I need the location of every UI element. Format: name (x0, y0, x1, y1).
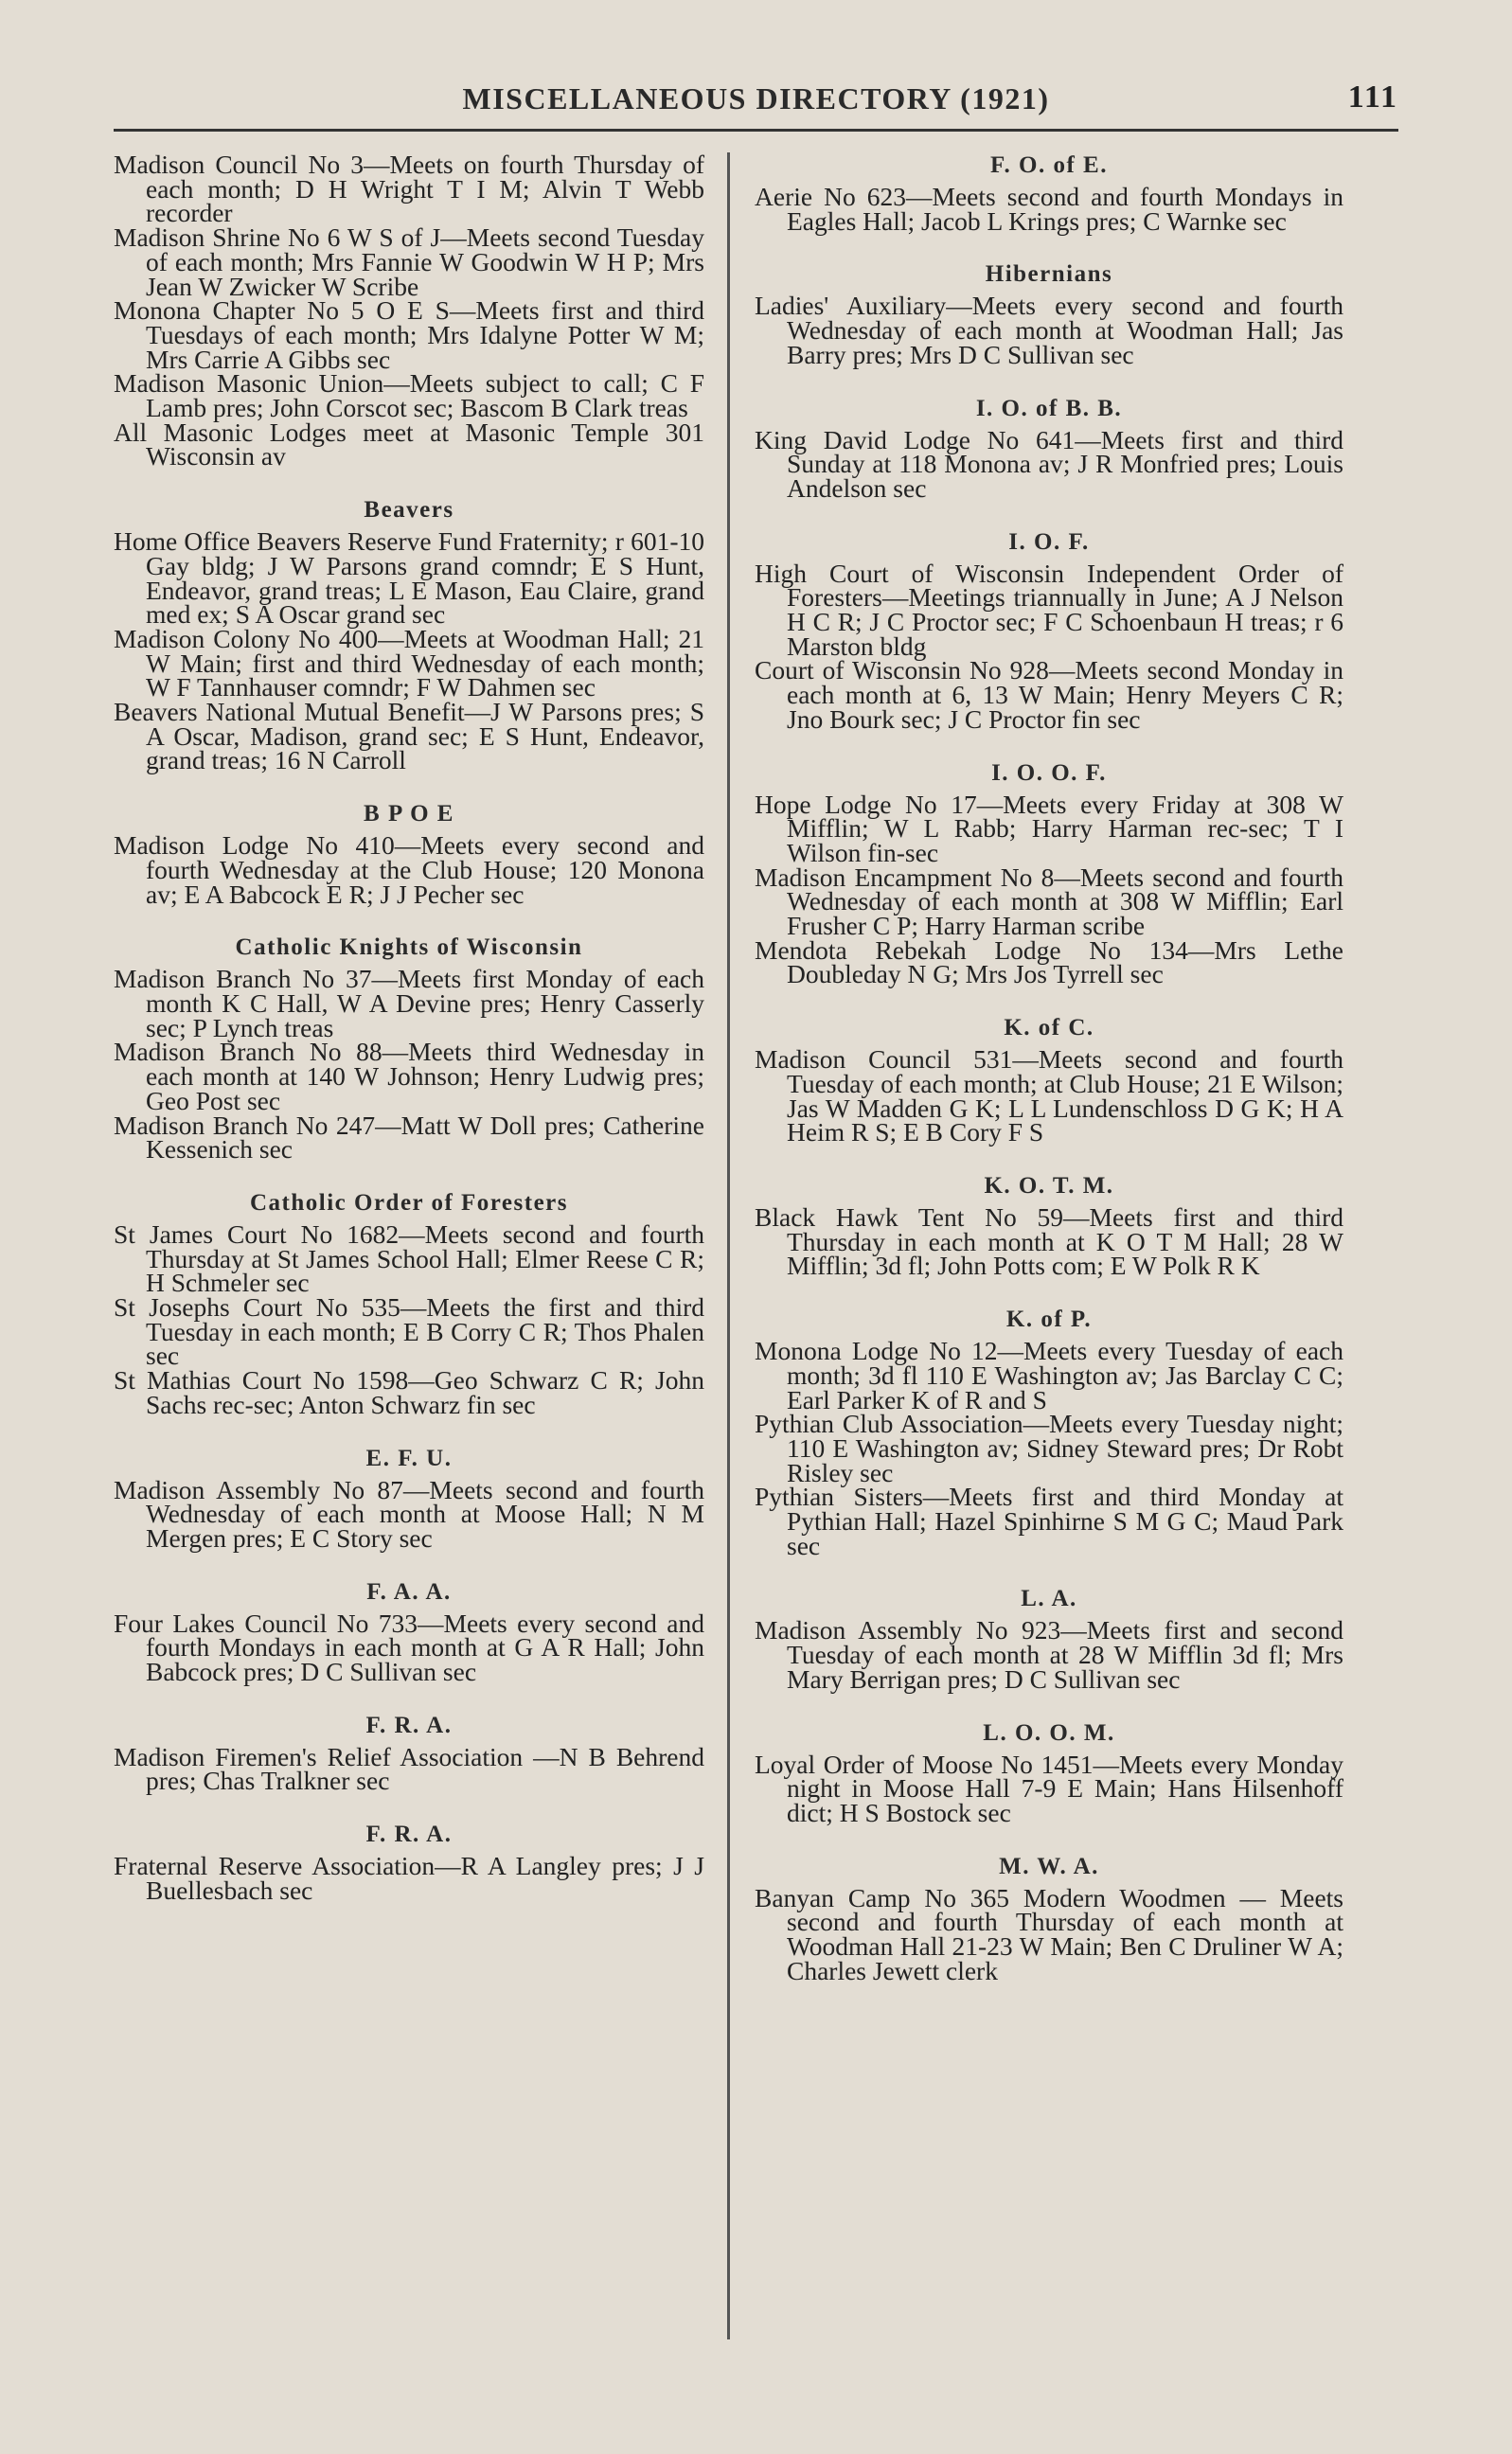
directory-section (755, 1307, 1343, 1560)
directory-entry: Aerie No 623—Meets second and fourth Mondays in Eagles Hall; Jacob L Krings pres; C Warnke sec (755, 182, 1343, 236)
directory-entry: Banyan Camp No 365 Modern Woodmen — Meets second and fourth Thursday of each month at Woodman Hall 21-23 W Main; Ben C Druliner W A; Charles Jewett clerk (755, 1882, 1343, 1985)
directory-section (114, 497, 704, 773)
directory-entry: Hope Lodge No 17—Meets every Friday at 308 W Mifflin; W L Rabb; Harry Harman rec-sec; T I Wilson fin-sec (755, 789, 1343, 867)
section-heading: I. O. O. F. (991, 759, 1107, 786)
directory-entry: Madison Firemen's Relief Association —N B Behrend pres; Chas Tralkner sec (114, 1741, 704, 1796)
right-column (730, 152, 1343, 2339)
section-heading: K. of P. (1005, 1307, 1093, 1333)
directory-entry: Black Hawk Tent No 59—Meets first and third Thursday in each month at K O T M Hall; 28 W Mifflin; 3d fl; John Potts com; E W Polk R K (755, 1201, 1343, 1281)
page-title: MISCELLANEOUS DIRECTORY (1921) (462, 81, 1050, 116)
directory-section (755, 1015, 1343, 1145)
directory-entry: Madison Shrine No 6 W S of J—Meets second Tuesday of each month; Mrs Fannie W Goodwin W H P; Mrs Jean W Zwicker W Scribe (114, 222, 704, 301)
directory-entry: Mendota Rebekah Lodge No 134—Mrs Lethe Doubleday N G; Mrs Jos Tyrrell sec (755, 934, 1343, 989)
directory-entry: King David Lodge No 641—Meets first and third Sunday at 118 Monona av; J R Monfried pres; Louis Andelson sec (755, 424, 1343, 503)
section-heading: Beavers (364, 497, 454, 524)
directory-entry: Loyal Order of Moose No 1451—Meets every Monday night in Moose Hall 7-9 E Main; Hans Hilsenhoff dict; H S Bostock sec (755, 1749, 1343, 1827)
directory-entry: Monona Lodge No 12—Meets every Tuesday of each month; 3d fl 110 E Washington av; Jas Barclay C C; Earl Parker K of R and S (755, 1336, 1343, 1414)
directory-entry: High Court of Wisconsin Independent Order of Foresters—Meetings triannually in June; A J Nelson H C R; J C Proctor sec; F C Schoenbaun H treas; r 6 Marston bldg (755, 558, 1343, 661)
directory-section (755, 760, 1343, 987)
directory-section (755, 1854, 1343, 1983)
section-heading: B P O E (364, 801, 454, 827)
page-number: 111 (1347, 80, 1398, 115)
directory-entry: Madison Branch No 37—Meets first Monday of each month K C Hall, W A Devine pres; Henry Casserly sec; P Lynch treas (114, 964, 704, 1042)
directory-entry: Home Office Beavers Reserve Fund Fraternity; r 601-10 Gay bldg; J W Parsons grand comndr; E S Hunt, Endeavor, grand treas; L E Mason, Eau Claire, grand med ex; S A Oscar grand sec (114, 526, 704, 630)
directory-entry: Madison Assembly No 923—Meets first and second Tuesday of each month at 28 W Mifflin 3d fl; Mrs Mary Berrigan pres; D C Sullivan sec (755, 1615, 1343, 1694)
directory-entry: All Masonic Lodges meet at Masonic Temple 301 Wisconsin av (114, 417, 704, 471)
directory-entry: St Josephs Court No 535—Meets the first and third Tuesday in each month; E B Corry C R; Thos Phalen sec (114, 1292, 704, 1371)
directory-entry: Ladies' Auxiliary—Meets every second and fourth Wednesday of each month at Woodman Hall; Jas Barry pres; Mrs D C Sullivan sec (755, 291, 1343, 369)
section-heading: L. O. O. M. (983, 1719, 1115, 1746)
section-heading: L. A. (1021, 1586, 1077, 1612)
section-heading: E. F. U. (365, 1445, 453, 1471)
directory-entry: Fraternal Reserve Association—R A Langley pres; J J Buellesbach sec (114, 1851, 704, 1905)
directory-section (755, 396, 1343, 501)
directory-section (114, 1190, 704, 1417)
directory-entry: Madison Council No 3—Meets on fourth Thursday of each month; D H Wright T I M; Alvin T Webb recorder (114, 150, 704, 228)
section-heading: M. W. A. (999, 1853, 1099, 1879)
directory-entry: St Mathias Court No 1598—Geo Schwarz C R; John Sachs rec-sec; Anton Schwarz fin sec (114, 1365, 704, 1419)
directory-entry: Four Lakes Council No 733—Meets every second and fourth Mondays in each month at G A R Hall; John Babcock pres; D C Sullivan sec (114, 1608, 704, 1687)
section-heading: Catholic Order of Foresters (249, 1189, 569, 1216)
section-heading: I. O. of B. B. (975, 395, 1123, 421)
section-heading: Hibernians (985, 261, 1113, 288)
section-heading: K. of C. (1004, 1015, 1094, 1041)
page-header (114, 76, 1398, 132)
directory-section (114, 152, 704, 469)
left-column (114, 152, 727, 2339)
directory-entry: Madison Encampment No 8—Meets second and fourth Wednesday of each month at 308 W Mifflin; Earl Frusher C P; Harry Harman scribe (755, 862, 1343, 941)
directory-section (755, 261, 1343, 369)
directory-entry: Madison Assembly No 87—Meets second and fourth Wednesday of each month at Moose Hall; N M Mergen pres; E C Story sec (114, 1474, 704, 1553)
directory-entry: Madison Colony No 400—Meets at Woodman Hall; 21 W Main; first and third Wednesday of each month; W F Tannhauser comndr; F W Dahmen sec (114, 623, 704, 702)
directory-section (755, 1172, 1343, 1281)
section-heading: F. O. of E. (990, 152, 1108, 178)
directory-section (114, 801, 704, 909)
section-heading: I. O. F. (1008, 528, 1090, 555)
section-heading: F. R. A. (365, 1822, 453, 1848)
section-heading: F. A. A. (366, 1578, 452, 1605)
directory-section (755, 1720, 1343, 1825)
directory-columns (114, 152, 1398, 2339)
directory-entry: Pythian Club Association—Meets every Tuesday night; 110 E Washington av; Sidney Steward pres; Dr Robt Risley sec (755, 1409, 1343, 1487)
section-heading: K. O. T. M. (984, 1172, 1114, 1199)
directory-entry: Court of Wisconsin No 928—Meets second Monday in each month at 6, 13 W Main; Henry Meyers C R; Jno Bourk sec; J C Proctor fin sec (755, 655, 1343, 734)
directory-section (114, 1446, 704, 1551)
directory-section (755, 152, 1343, 236)
directory-section (114, 1578, 704, 1687)
directory-section (114, 1712, 704, 1796)
directory-entry: Madison Masonic Union—Meets subject to call; C F Lamb pres; John Corscot sec; Bascom B Clark treas (114, 368, 704, 423)
section-heading: F. R. A. (365, 1712, 453, 1738)
directory-entry: Madison Branch No 247—Matt W Doll pres; Catherine Kessenich sec (114, 1110, 704, 1165)
directory-section (114, 1822, 704, 1905)
directory-entry: Monona Chapter No 5 O E S—Meets first and third Tuesdays of each month; Mrs Idalyne Potter W M; Mrs Carrie A Gibbs sec (114, 295, 704, 374)
directory-entry: Madison Branch No 88—Meets third Wednesday in each month at 140 W Johnson; Henry Ludwig pres; Geo Post sec (114, 1037, 704, 1115)
directory-section (114, 934, 704, 1165)
directory-entry: Madison Lodge No 410—Meets every second and fourth Wednesday at the Club House; 120 Monona av; E A Babcock E R; J J Pecher sec (114, 830, 704, 909)
directory-section (755, 1586, 1343, 1694)
directory-entry: Pythian Sisters—Meets first and third Monday at Pythian Hall; Hazel Spinhirne S M G C; Maud Park sec (755, 1482, 1343, 1560)
directory-entry: Beavers National Mutual Benefit—J W Parsons pres; S A Oscar, Madison, grand sec; E S Hunt, Endeavor, grand treas; 16 N Carroll (114, 697, 704, 775)
directory-section (755, 529, 1343, 732)
section-heading: Catholic Knights of Wisconsin (235, 934, 583, 961)
directory-entry: St James Court No 1682—Meets second and fourth Thursday at St James School Hall; Elmer Reese C R; H Schmeler sec (114, 1218, 704, 1298)
directory-entry: Madison Council 531—Meets second and fourth Tuesday of each month; at Club House; 21 E Wilson; Jas W Madden G K; L L Lundenschloss D G K; H A Heim R S; E B Cory F S (755, 1044, 1343, 1147)
